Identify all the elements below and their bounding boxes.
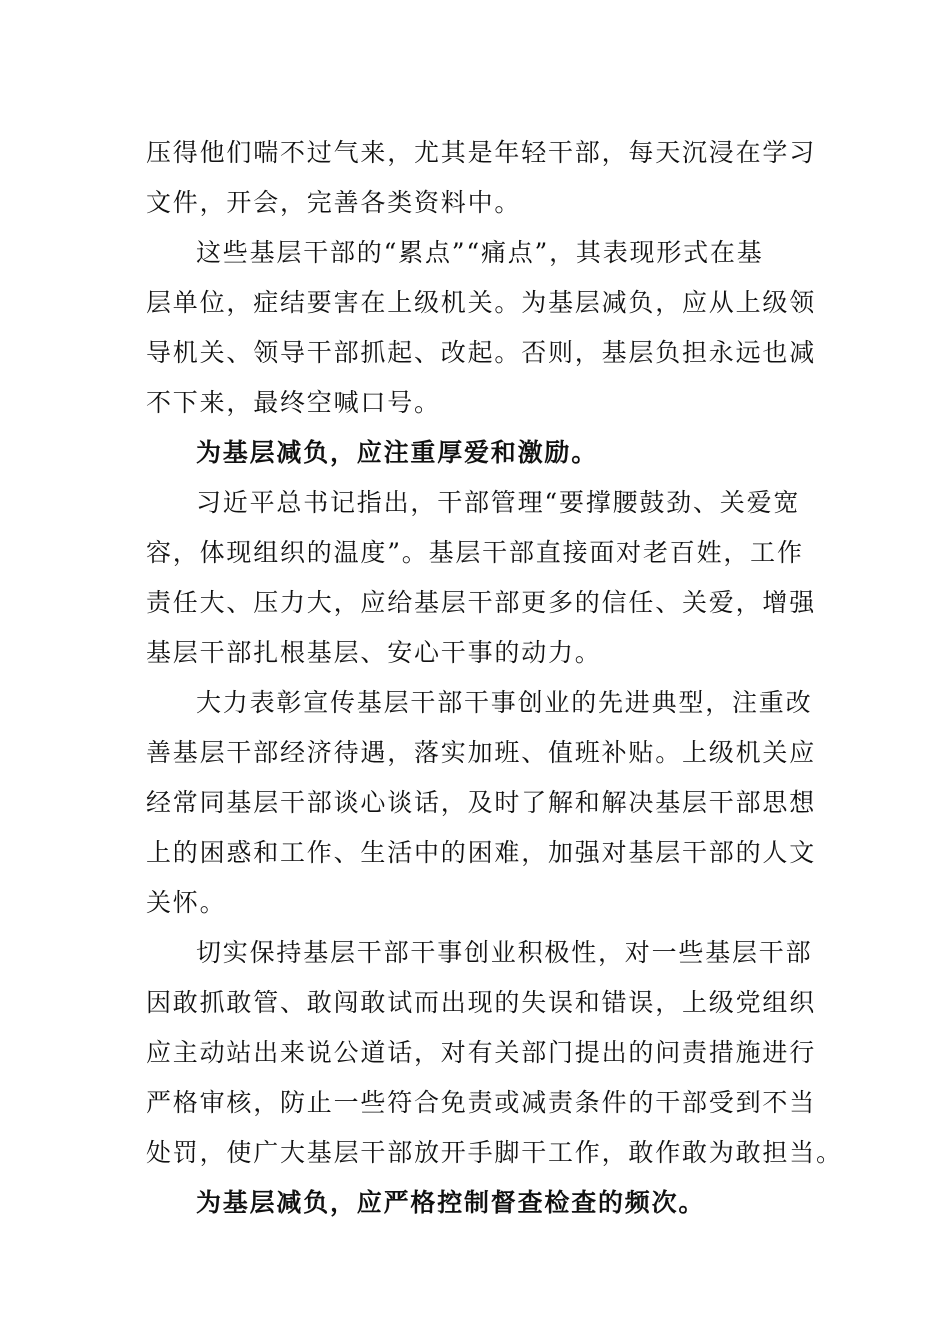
text-line: 因敢抓敢管、敢闯敢试而出现的失误和错误，上级党组织 [146, 988, 817, 1017]
text-line: 上的困惑和工作、生活中的困难，加强对基层干部的人文 [146, 838, 817, 867]
text-line: 容，体现组织的温度”。基层干部直接面对老百姓，工作 [146, 538, 804, 567]
section-heading: 为基层减负，应注重厚爱和激励。 [196, 438, 599, 467]
paragraph-start-line: 这些基层干部的“累点”“痛点”，其表现形式在基 [196, 238, 764, 267]
text-line: 严格审核，防止一些符合免责或减责条件的干部受到不当 [146, 1088, 817, 1117]
paragraph-start-line: 切实保持基层干部干事创业积极性，对一些基层干部 [196, 938, 813, 967]
section-heading: 为基层减负，应严格控制督查检查的频次。 [196, 1188, 706, 1217]
text-line: 处罚，使广大基层干部放开手脚干工作，敢作敢为敢担当。 [146, 1138, 843, 1167]
text-line: 关怀。 [146, 888, 227, 917]
document-body [146, 128, 843, 1228]
text-line: 导机关、领导干部抓起、改起。否则，基层负担永远也减 [146, 338, 817, 367]
text-line: 压得他们喘不过气来，尤其是年轻干部，每天沉浸在学习 [146, 138, 817, 167]
text-line: 应主动站出来说公道话，对有关部门提出的问责措施进行 [146, 1038, 817, 1067]
text-line: 不下来，最终空喊口号。 [146, 388, 441, 417]
text-line: 经常同基层干部谈心谈话，及时了解和解决基层干部思想 [146, 788, 817, 817]
text-line: 责任大、压力大，应给基层干部更多的信任、关爱，增强 [146, 588, 817, 617]
text-line: 善基层干部经济待遇，落实加班、值班补贴。上级机关应 [146, 738, 817, 767]
text-line: 层单位，症结要害在上级机关。为基层减负，应从上级领 [146, 288, 817, 317]
text-line: 基层干部扎根基层、安心干事的动力。 [146, 638, 602, 667]
paragraph-start-line: 大力表彰宣传基层干部干事创业的先进典型，注重改 [196, 688, 813, 717]
text-line: 文件，开会，完善各类资料中。 [146, 188, 522, 217]
paragraph-start-line: 习近平总书记指出，干部管理“要撑腰鼓劲、关爱宽 [196, 488, 801, 517]
